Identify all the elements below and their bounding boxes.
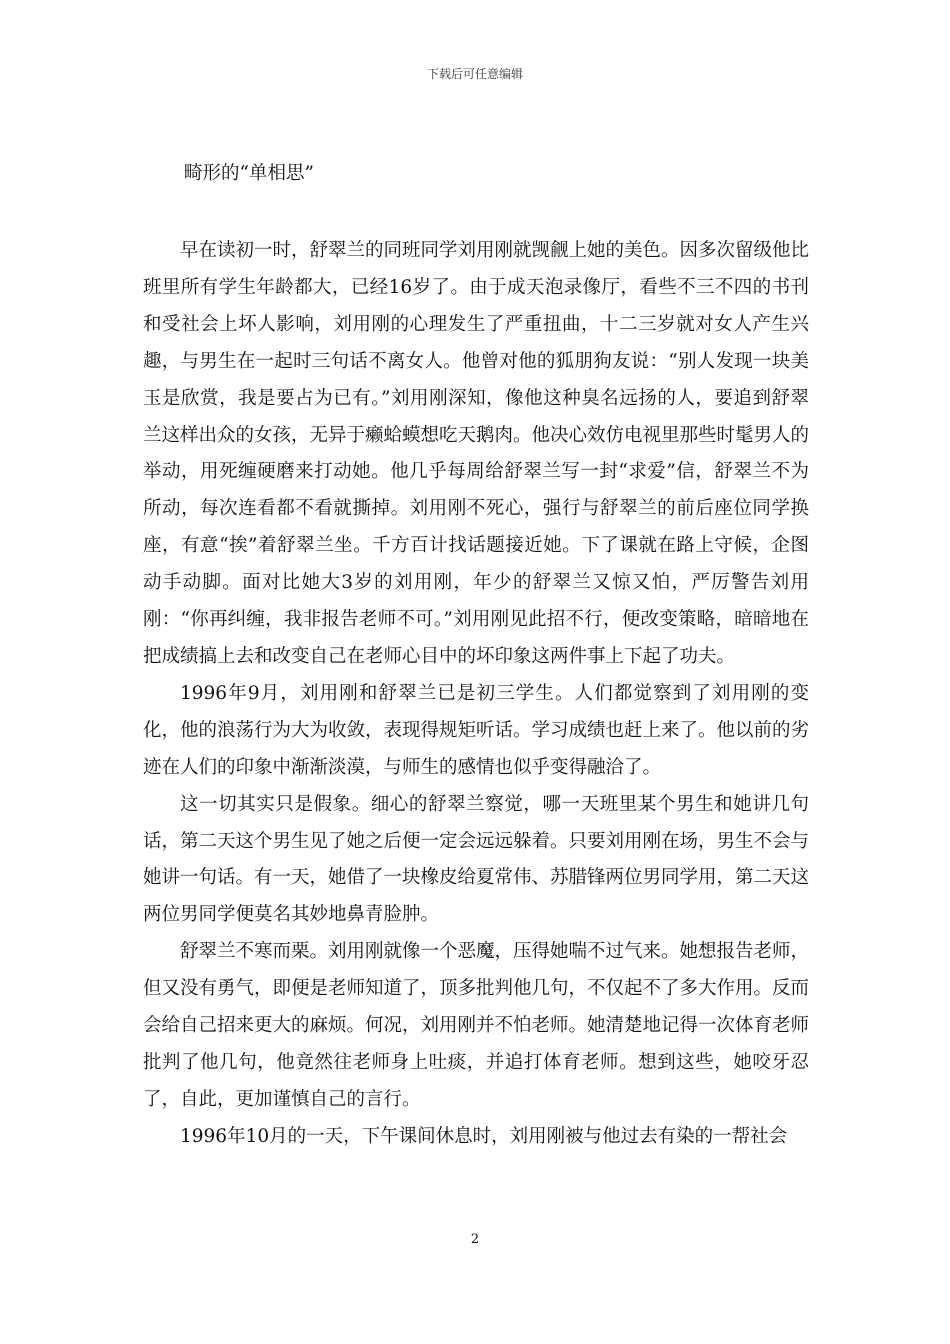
paragraph: 这一切其实只是假象。细心的舒翠兰察觉，哪一天班里某个男生和她讲几句话，第二天这个男生见了她之后便一定会远远躲着。只要刘用刚在场，男生不会与她讲一句话。有一天，她借了一块橡皮给夏常伟、苏腊锋两位男同学用，第二天这两位男同学便莫名其妙地鼻青脸肿。 — [143, 793, 810, 926]
paragraph: 1996年9月，刘用刚和舒翠兰已是初三学生。人们都觉察到了刘用刚的变化，他的浪荡行为大为收敛，表现得规矩听话。学习成绩也赶上来了。他以前的劣迹在人们的印象中渐渐淡漠，与师生的感情也似乎变得融洽了。 — [143, 682, 810, 778]
paragraph: 1996年10月的一天，下午课间休息时，刘用刚被与他过去有染的一帮社会 — [180, 1125, 788, 1147]
document-body — [143, 233, 809, 1156]
paragraph: 舒翠兰不寒而栗。刘用刚就像一个恶魔，压得她喘不过气来。她想报告老师，但又没有勇气，即便是老师知道了，顶多批判他几句，不仅起不了多大作用。反而会给自己招来更大的麻烦。何况，刘用刚并不怕老师。她清楚地记得一次体育老师批判了他几句，他竟然往老师身上吐痰，并追打体育老师。想到这些，她咬牙忍了，自此，更加谨慎自己的言行。 — [143, 941, 810, 1110]
paragraph: 早在读初一时，舒翠兰的同班同学刘用刚就觊觎上她的美色。因多次留级他比班里所有学生年龄都大，已经16岁了。由于成天泡录像厅，看些不三不四的书刊和受社会上坏人影响，刘用刚的心理发生了严重扭曲，十二三岁就对女人产生兴趣，与男生在一起时三句话不离女人。他曾对他的狐朋狗友说：“别人发现一块美玉是欣赏，我是要占为已有。”刘用刚深知，像他这种臭名远扬的人，要追到舒翠兰这样出众的女孩，无异于癞蛤蟆想吃天鹅肉。他决心效仿电视里那些时髦男人的举动，用死缠硬磨来打动她。他几乎每周给舒翠兰写一封“求爱”信，舒翠兰不为所动，每次连看都不看就撕掉。刘用刚不死心，强行与舒翠兰的前后座位同学换座，有意“挨”着舒翠兰坐。千方百计找话题接近她。下了课就在路上守候，企图动手动脚。面对比她大3岁的刘用刚，年少的舒翠兰又惊又怕，严厉警告刘用刚：“你再纠缠，我非报告老师不可。”刘用刚见此招不行，便改变策略，暗暗地在把成绩搞上去和改变自己在老师心目中的坏印象这两件事上下起了功夫。 — [143, 240, 810, 667]
page-header: 下载后可任意编辑 — [426, 67, 523, 81]
document-title: 畸形的“单相思” — [184, 163, 314, 184]
page-number: 2 — [470, 1232, 480, 1247]
